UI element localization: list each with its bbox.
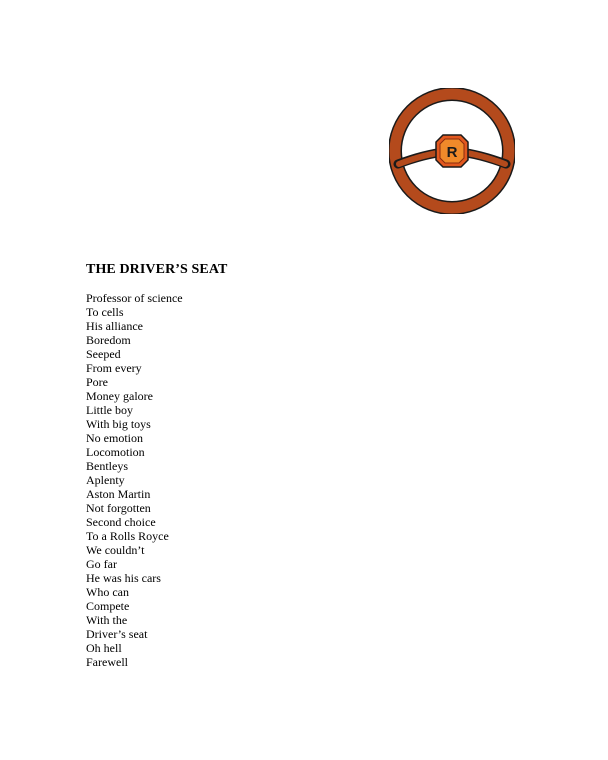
poem-line: Little boy [86,403,133,417]
poem-line: To a Rolls Royce [86,529,169,543]
poem-line: To cells [86,305,124,319]
poem-line: Oh hell [86,641,122,655]
poem-line: Who can [86,585,129,599]
poem-body [86,291,183,669]
poem-line: Bentleys [86,459,128,473]
poem-line: His alliance [86,319,143,333]
poem-line: Driver’s seat [86,627,148,641]
poem-line: He was his cars [86,571,161,585]
poem-line: With the [86,613,128,627]
poem-line: Money galore [86,389,153,403]
poem-line: Not forgotten [86,501,151,515]
poem-line: Locomotion [86,445,145,459]
poem-line: Second choice [86,515,156,529]
wheel-hub-letter: R [446,144,458,161]
poem-line: Seeped [86,347,121,361]
poem-line: From every [86,361,142,375]
steering-wheel-logo [389,88,515,214]
poem-line: Boredom [86,333,131,347]
poem-line: No emotion [86,431,143,445]
poem-line: Compete [86,599,130,613]
poem-line: Pore [86,375,108,389]
poem-line: With big toys [86,417,151,431]
poem-line: Aplenty [86,473,125,487]
poem-line: Go far [86,557,117,571]
poem-line: Aston Martin [86,487,151,501]
poem-title: THE DRIVER’S SEAT [86,262,228,277]
poem-line: We couldn’t [86,543,145,557]
poem-line: Professor of science [86,291,183,305]
poem-line: Farewell [86,655,128,669]
